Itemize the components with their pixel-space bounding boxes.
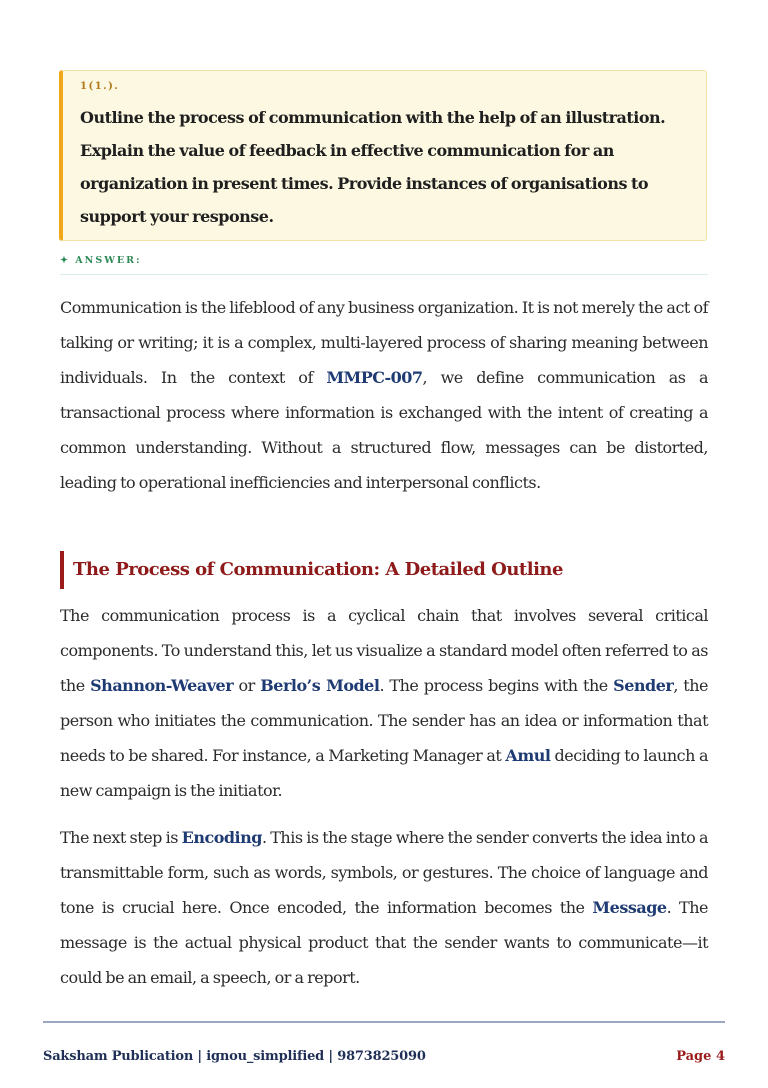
process-paragraph-1: [60, 598, 708, 808]
answer-divider: [60, 274, 708, 275]
answer-label: ANSWER:: [75, 255, 142, 266]
para2-text-4: , the person who initiates the communication. The sender has an idea or information that needs to be shared. For instance, a Marketing Manager at: [60, 676, 709, 765]
para2-text-2: or: [233, 676, 261, 695]
para2-text-5: deciding to launch a new campaign is the initiator.: [60, 746, 709, 800]
keyword-amul: Amul: [505, 746, 551, 765]
para3-text-2: . This is the stage where the sender converts the idea into a transmittable form, such as words, symbols, or gestures. The choice of language and tone is crucial here. Once encoded, the information becomes the: [60, 828, 708, 917]
intro-text-1: Communication is the lifeblood of any business organization. It is not merely the act of talking or writing; it is a complex, multi-layered process of sharing meaning between individuals. In the context of: [60, 298, 708, 387]
keyword-shannon-weaver: Shannon-Weaver: [90, 676, 234, 695]
keyword-encoding: Encoding: [181, 828, 262, 847]
question-text: Outline the process of communication with the help of an illustration. Explain the value of feedback in effective communication for an organization in present times. Provide instances of organisations to support your response.: [80, 108, 666, 226]
sparkle-icon: ✦: [60, 255, 70, 266]
keyword-message: Message: [592, 898, 667, 917]
keyword-sender: Sender: [613, 676, 674, 695]
intro-paragraph: [60, 290, 708, 500]
keyword-course-code: MMPC-007: [326, 368, 423, 387]
question-number: 1(1.).: [80, 81, 120, 92]
para3-text-1: The next step is: [60, 828, 182, 847]
question-box: [59, 70, 707, 241]
process-paragraph-2: [60, 820, 708, 995]
footer-divider: [43, 1021, 725, 1023]
para2-text-1: The communication process is a cyclical chain that involves several critical components. To understand this, let us visualize a standard model often referred to as the: [60, 606, 708, 695]
keyword-berlos-model: Berlo’s Model: [260, 676, 380, 695]
footer-page-number: Page 4: [676, 1049, 725, 1064]
footer-publisher: Saksham Publication | ignou_simplified | 9873825090: [43, 1049, 426, 1064]
section-heading: The Process of Communication: A Detailed Outline: [60, 551, 700, 589]
para3-text-3: . The message is the actual physical product that the sender wants to communicate—it could be an email, a speech, or a report.: [60, 898, 708, 987]
intro-text-2: , we define communication as a transactional process where information is exchanged with the intent of creating a common understanding. Without a structured flow, messages can be distorted, leading to operational inefficiencies and interpersonal conflicts.: [60, 368, 709, 492]
answer-label-row: [60, 254, 708, 268]
para2-text-3: . The process begins with the: [379, 676, 614, 695]
